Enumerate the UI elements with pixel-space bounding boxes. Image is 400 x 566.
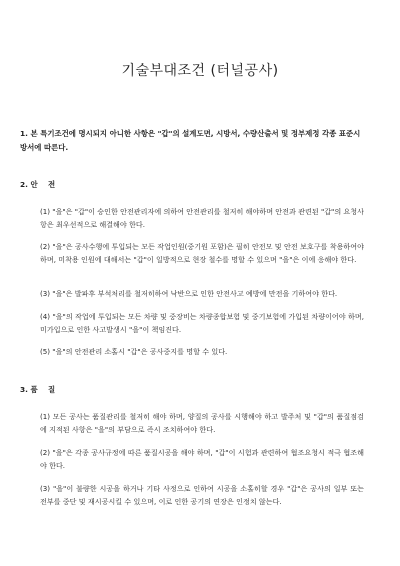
section-heading-safety: 2. 안 전 — [20, 180, 56, 189]
safety-item-2: (2) "을"은 공사수행에 투입되는 모든 작업인원(중기원 포함)은 필히 안전모 및 안전 보호구를 착용하여야 하며, 미착용 인원에 대해서는 "갑"이 일방적으로 현장 철수를 명할 수 있으며 "을"은 이에 응해야 한다. — [40, 242, 364, 264]
section-heading-quality: 3. 품 질 — [20, 385, 56, 394]
intro-clause: 1. 본 특기조건에 명시되지 아니한 사항은 "갑"의 설계도면, 시방서, 수량산출서 및 정부제정 각종 표준시방서에 따른다. — [20, 129, 361, 152]
safety-item-1: (1) "을"은 "갑"이 승인한 안전관리자에 의하여 안전관리를 철저히 해야하며 안전과 관련된 "갑"의 요청사항은 최우선적으로 해결해야 한다. — [40, 207, 364, 229]
document-title: 기술부대조건 (터널공사) — [121, 63, 279, 79]
quality-item-2: (2) "을"은 각종 공사규정에 따른 품질시공을 해야 하며, "갑"이 시험과 관련하여 협조요청시 적극 협조해야 한다. — [40, 448, 364, 470]
safety-item-4: (4) "을"의 작업에 투입되는 모든 차량 및 중장비는 차량종합보험 및 중기보험에 가입된 차량이어야 하며, 미가입으로 인한 사고발생시 "을"이 책임진다. — [40, 312, 364, 334]
quality-item-1: (1) 모든 공사는 품질관리를 철저히 해야 하며, 양질의 공사를 시행해야 하고 발주처 및 "갑"의 품질점검에 지적된 사항은 "을"의 부담으로 즉시 조치하여야 한다. — [40, 412, 364, 434]
quality-item-3: (3) "을"이 불량한 시공을 하거나 기타 사정으로 인하여 시공을 소홀히할 경우 "갑"은 공사의 일부 또는 전부를 중단 및 재시공시킬 수 있으며, 이로 인한 공기의 연장은 인정치 않는다. — [40, 484, 364, 506]
safety-item-5: (5) "을"의 안전관리 소홀시 "갑"은 공사중지를 명할 수 있다. — [40, 347, 228, 356]
safety-item-3: (3) "을"은 발파후 부석처리를 철저히하여 낙반으로 인한 안전사고 예방에 만전을 기하여야 한다. — [40, 289, 338, 298]
